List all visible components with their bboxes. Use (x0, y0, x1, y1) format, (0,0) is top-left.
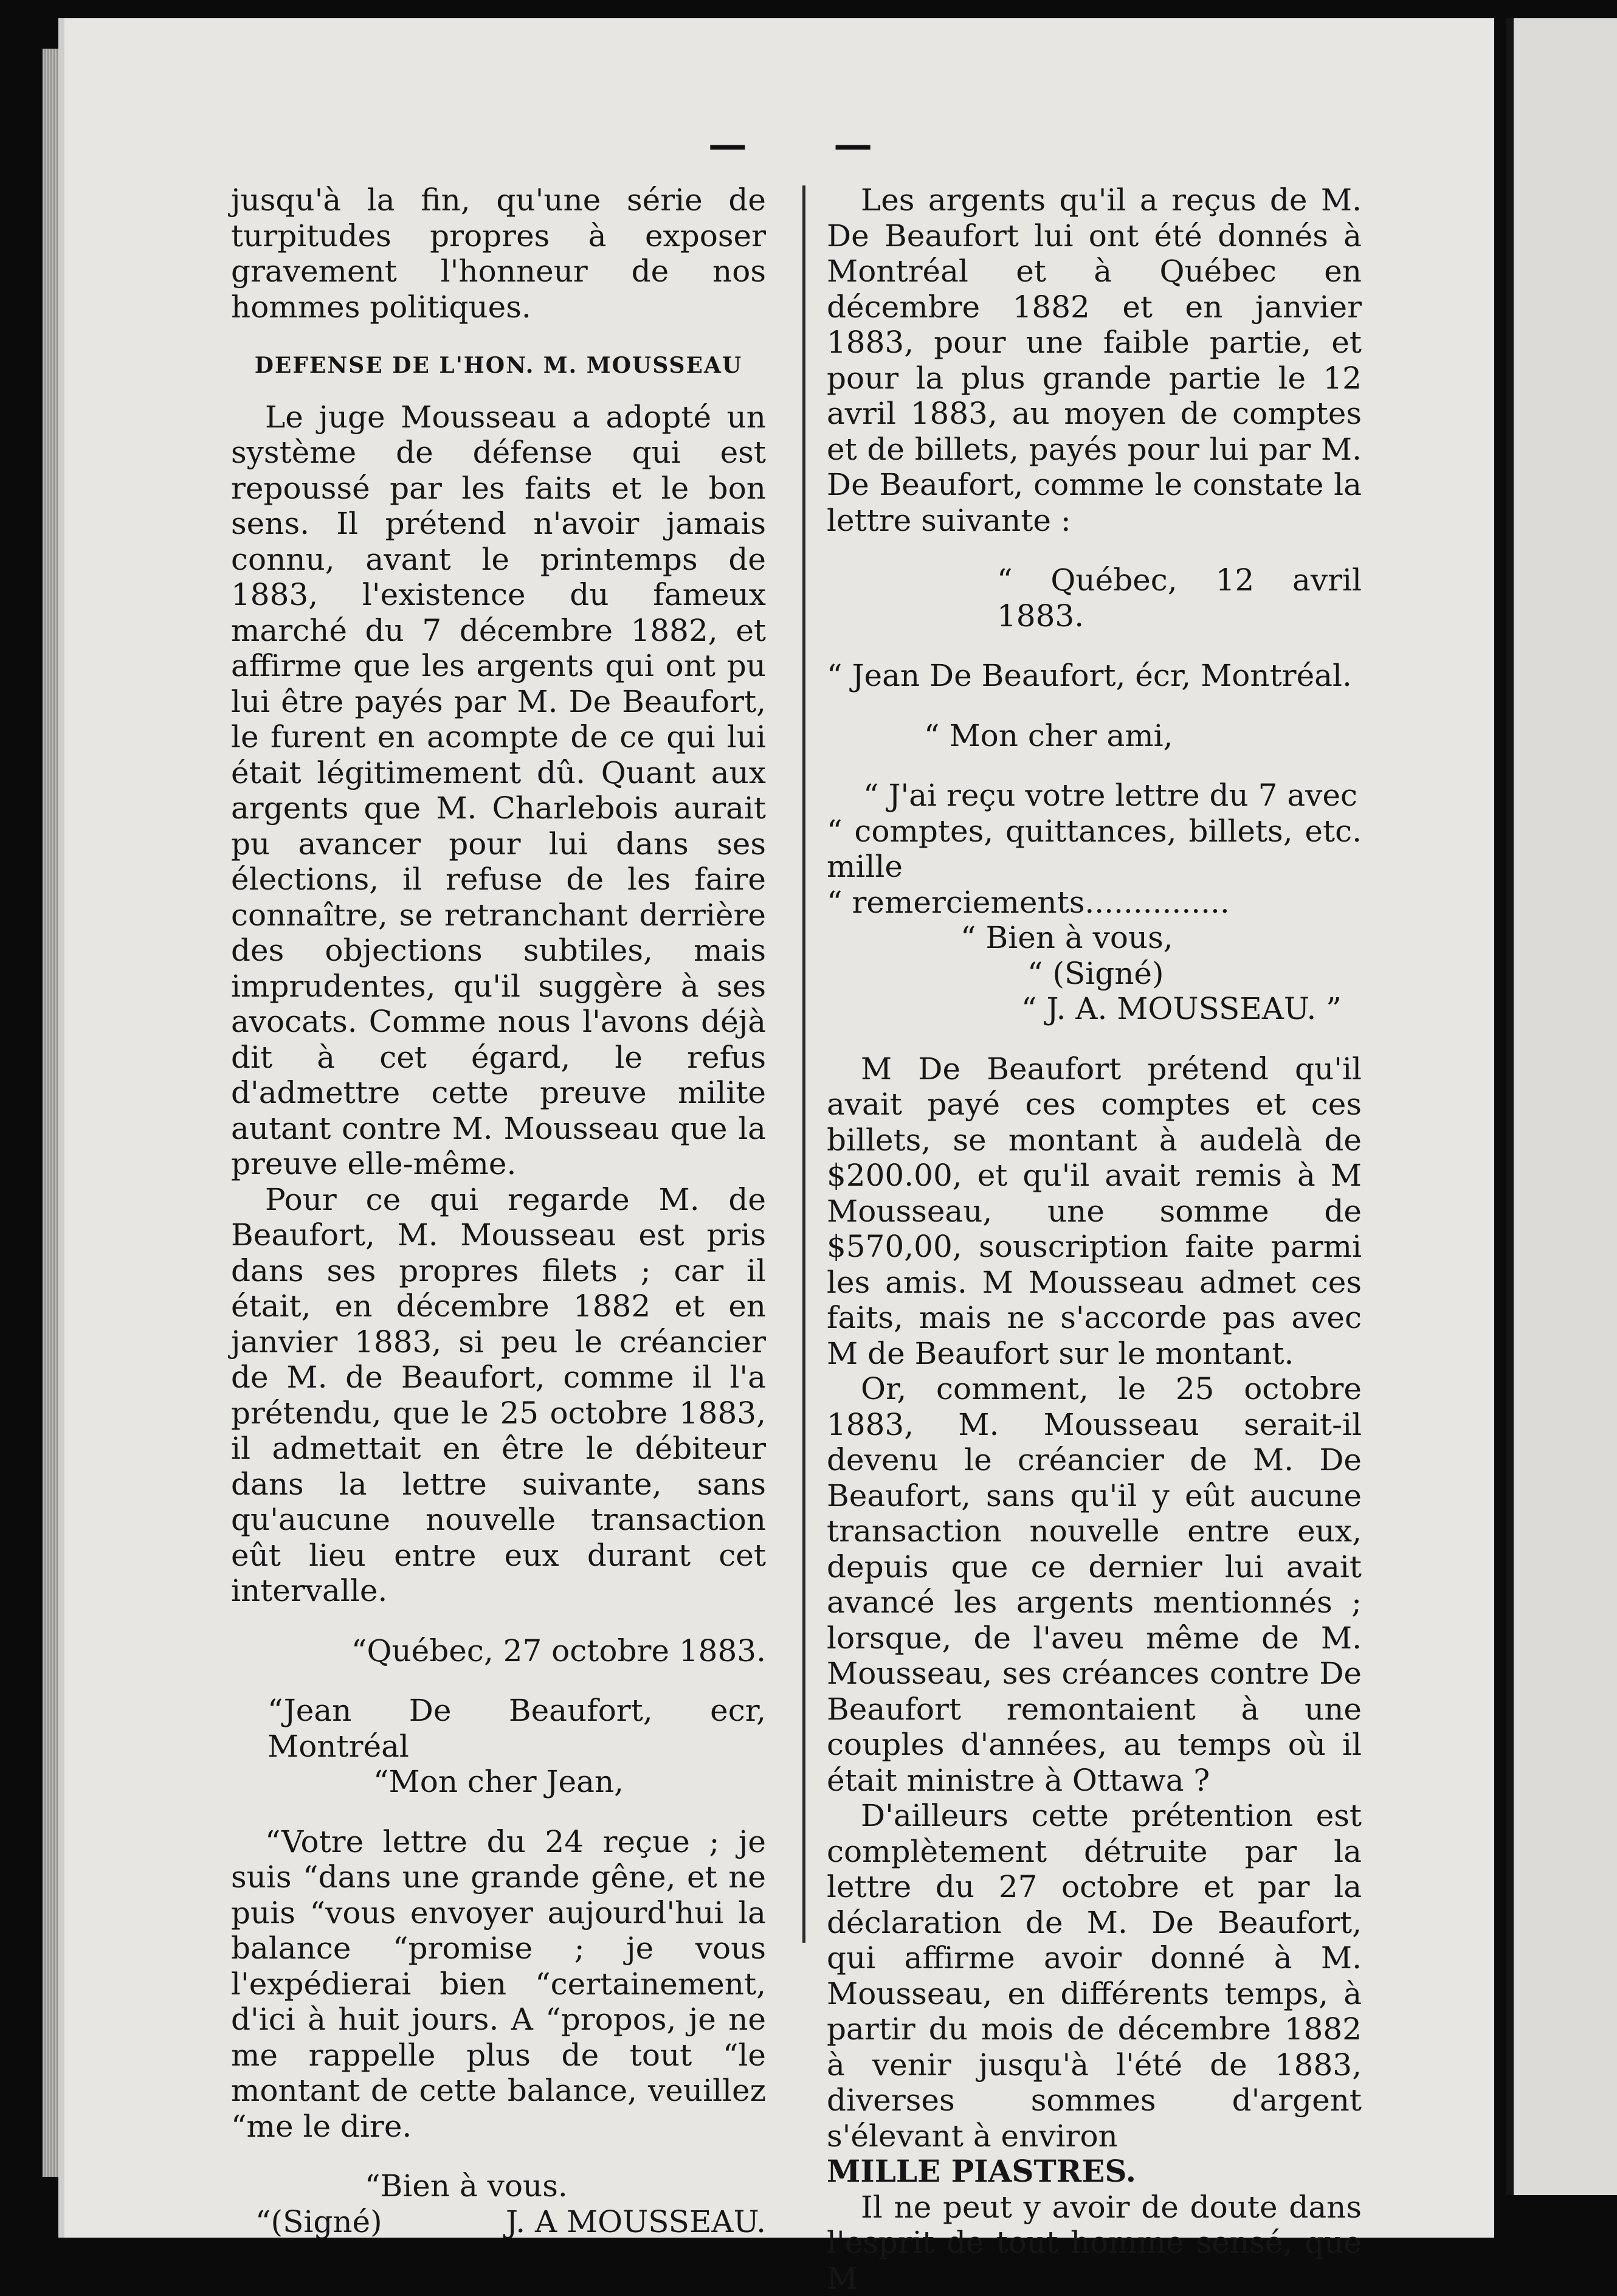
left-paragraph-1: Le juge Mousseau a adopté un système de défense qui est repoussé par les faits et le bon sens. Il prétend n'avoir jamais connu, avant le printemps de 1883, l'existence du fameux marché du 7 décembre 1882, et affirme que les argents qui ont pu lui être payés par M. De Beaufort, le furent en acompte de ce qui lui était légitimement dû. Quant aux argents que M. Charlebois aurait pu avancer pour lui dans ses élections, il refuse de les faire connaître, se retranchant derrière des objections subtiles, mais imprudentes, qu'il suggère à ses avocats. Comme nous l'avons déjà dit à cet égard, le refus d'admettre cette preuve milite autant contre M. Mousseau que la preuve elle-même. (231, 399, 766, 1182)
quoted-letter-signed: “ (Signé) (827, 956, 1362, 992)
letter-address: “Jean De Beaufort, ecr, Montréal (231, 1693, 766, 1764)
quoted-letter-salutation: “ Mon cher ami, (827, 718, 1362, 754)
letter-signature: J. A MOUSSEAU. (506, 2204, 766, 2240)
quoted-letter-line-1: “ J'ai reçu votre lettre du 7 avec (827, 778, 1362, 814)
letter-body: “Votre lettre du 24 reçue ; je suis “dans une grande gêne, et ne puis “vous envoyer aujourd'hui la balance “promise ; je vous l'expédierai bien “certainement, d'ici à huit jours. A “propos, je ne me rappelle plus de tout “le montant de cette balance, veuillez “me le dire. (231, 1824, 766, 2145)
quoted-letter-line-3: “ remerciements............... (827, 885, 1362, 921)
right-paragraph-2: M De Beaufort prétend qu'il avait payé ces comptes et ces billets, se montant à audelà de $200.00, et qu'il avait remis à M Mousseau, une somme de $570,00, souscription faite parmi les amis. M Mousseau admet ces faits, mais ne s'accorde pas avec M de Beaufort sur le montant. (827, 1051, 1362, 1372)
letter-signature-row (231, 2204, 766, 2240)
emphasis-text: MILLE PIASTRES. (827, 2154, 1362, 2190)
right-paragraph-4: D'ailleurs cette prétention est complètement détruite par la lettre du 27 octobre et par la déclaration de M. De Beaufort, qui affirme avoir donné à M. Mousseau, en différents temps, à partir du mois de décembre 1882 à venir jusqu'à l'été de 1883, diverses sommes d'argent s'élevant à environ (827, 1798, 1362, 2154)
adjacent-page-edge (1506, 18, 1617, 2195)
left-intro-text: jusqu'à la fin, qu'une série de turpitudes propres à exposer gravement l'honneur de nos hommes politiques. (231, 182, 766, 325)
right-paragraph-1: Les argents qu'il a reçus de M. De Beaufort lui ont été donnés à Montréal et à Québec en décembre 1882 et en janvier 1883, pour une faible partie, et pour la plus grande partie le 12 avril 1883, au moyen de comptes et de billets, payés pour lui par M. De Beaufort, comme le constate la lettre suivante : (827, 182, 1362, 538)
quoted-letter-closing: “ Bien à vous, (827, 920, 1362, 956)
right-paragraph-5: Il ne peut y avoir de doute dans l'esprit de tout homme sensé, que M (827, 2190, 1362, 2296)
left-column (231, 182, 766, 2239)
letter-salutation: “Mon cher Jean, (231, 1764, 766, 1800)
left-paragraph-2: Pour ce qui regarde M. de Beaufort, M. Mousseau est pris dans ses propres filets ; car il était, en décembre 1882 et en janvier 1883, si peu le créancier de M. de Beaufort, comme il l'a prétendu, que le 25 octobre 1883, il admettait en être le débiteur dans la lettre suivante, sans qu'aucune nouvelle transaction eût lieu entre eux durant cet intervalle. (231, 1182, 766, 1609)
quoted-letter-date: “ Québec, 12 avril 1883. (827, 562, 1362, 634)
letter-signed-label: “(Signé) (255, 2204, 382, 2240)
column-divider (802, 185, 805, 1943)
quoted-letter-address: “ Jean De Beaufort, écr, Montréal. (827, 658, 1362, 694)
quoted-letter-line-2: “ comptes, quittances, billets, etc. mille (827, 814, 1362, 885)
quoted-letter-signature: “ J. A. MOUSSEAU. ” (827, 991, 1362, 1027)
page-edge (43, 49, 58, 2177)
letter-date: “Québec, 27 octobre 1883. (231, 1633, 766, 1669)
section-heading: DEFENSE DE L'HON. M. MOUSSEAU (231, 348, 766, 384)
page-header-mark: — — (0, 122, 1617, 167)
letter-closing: “Bien à vous. (231, 2168, 766, 2204)
right-column (827, 182, 1362, 2296)
right-paragraph-3: Or, comment, le 25 octobre 1883, M. Mousseau serait-il devenu le créancier de M. De Beaufort, sans qu'il y eût aucune transaction nouvelle entre eux, depuis que ce dernier lui avait avancé les argents mentionnés ; lorsque, de l'aveu même de M. Mousseau, ses créances contre De Beaufort remontaient à une couples d'années, au temps où il était ministre à Ottawa ? (827, 1371, 1362, 1798)
